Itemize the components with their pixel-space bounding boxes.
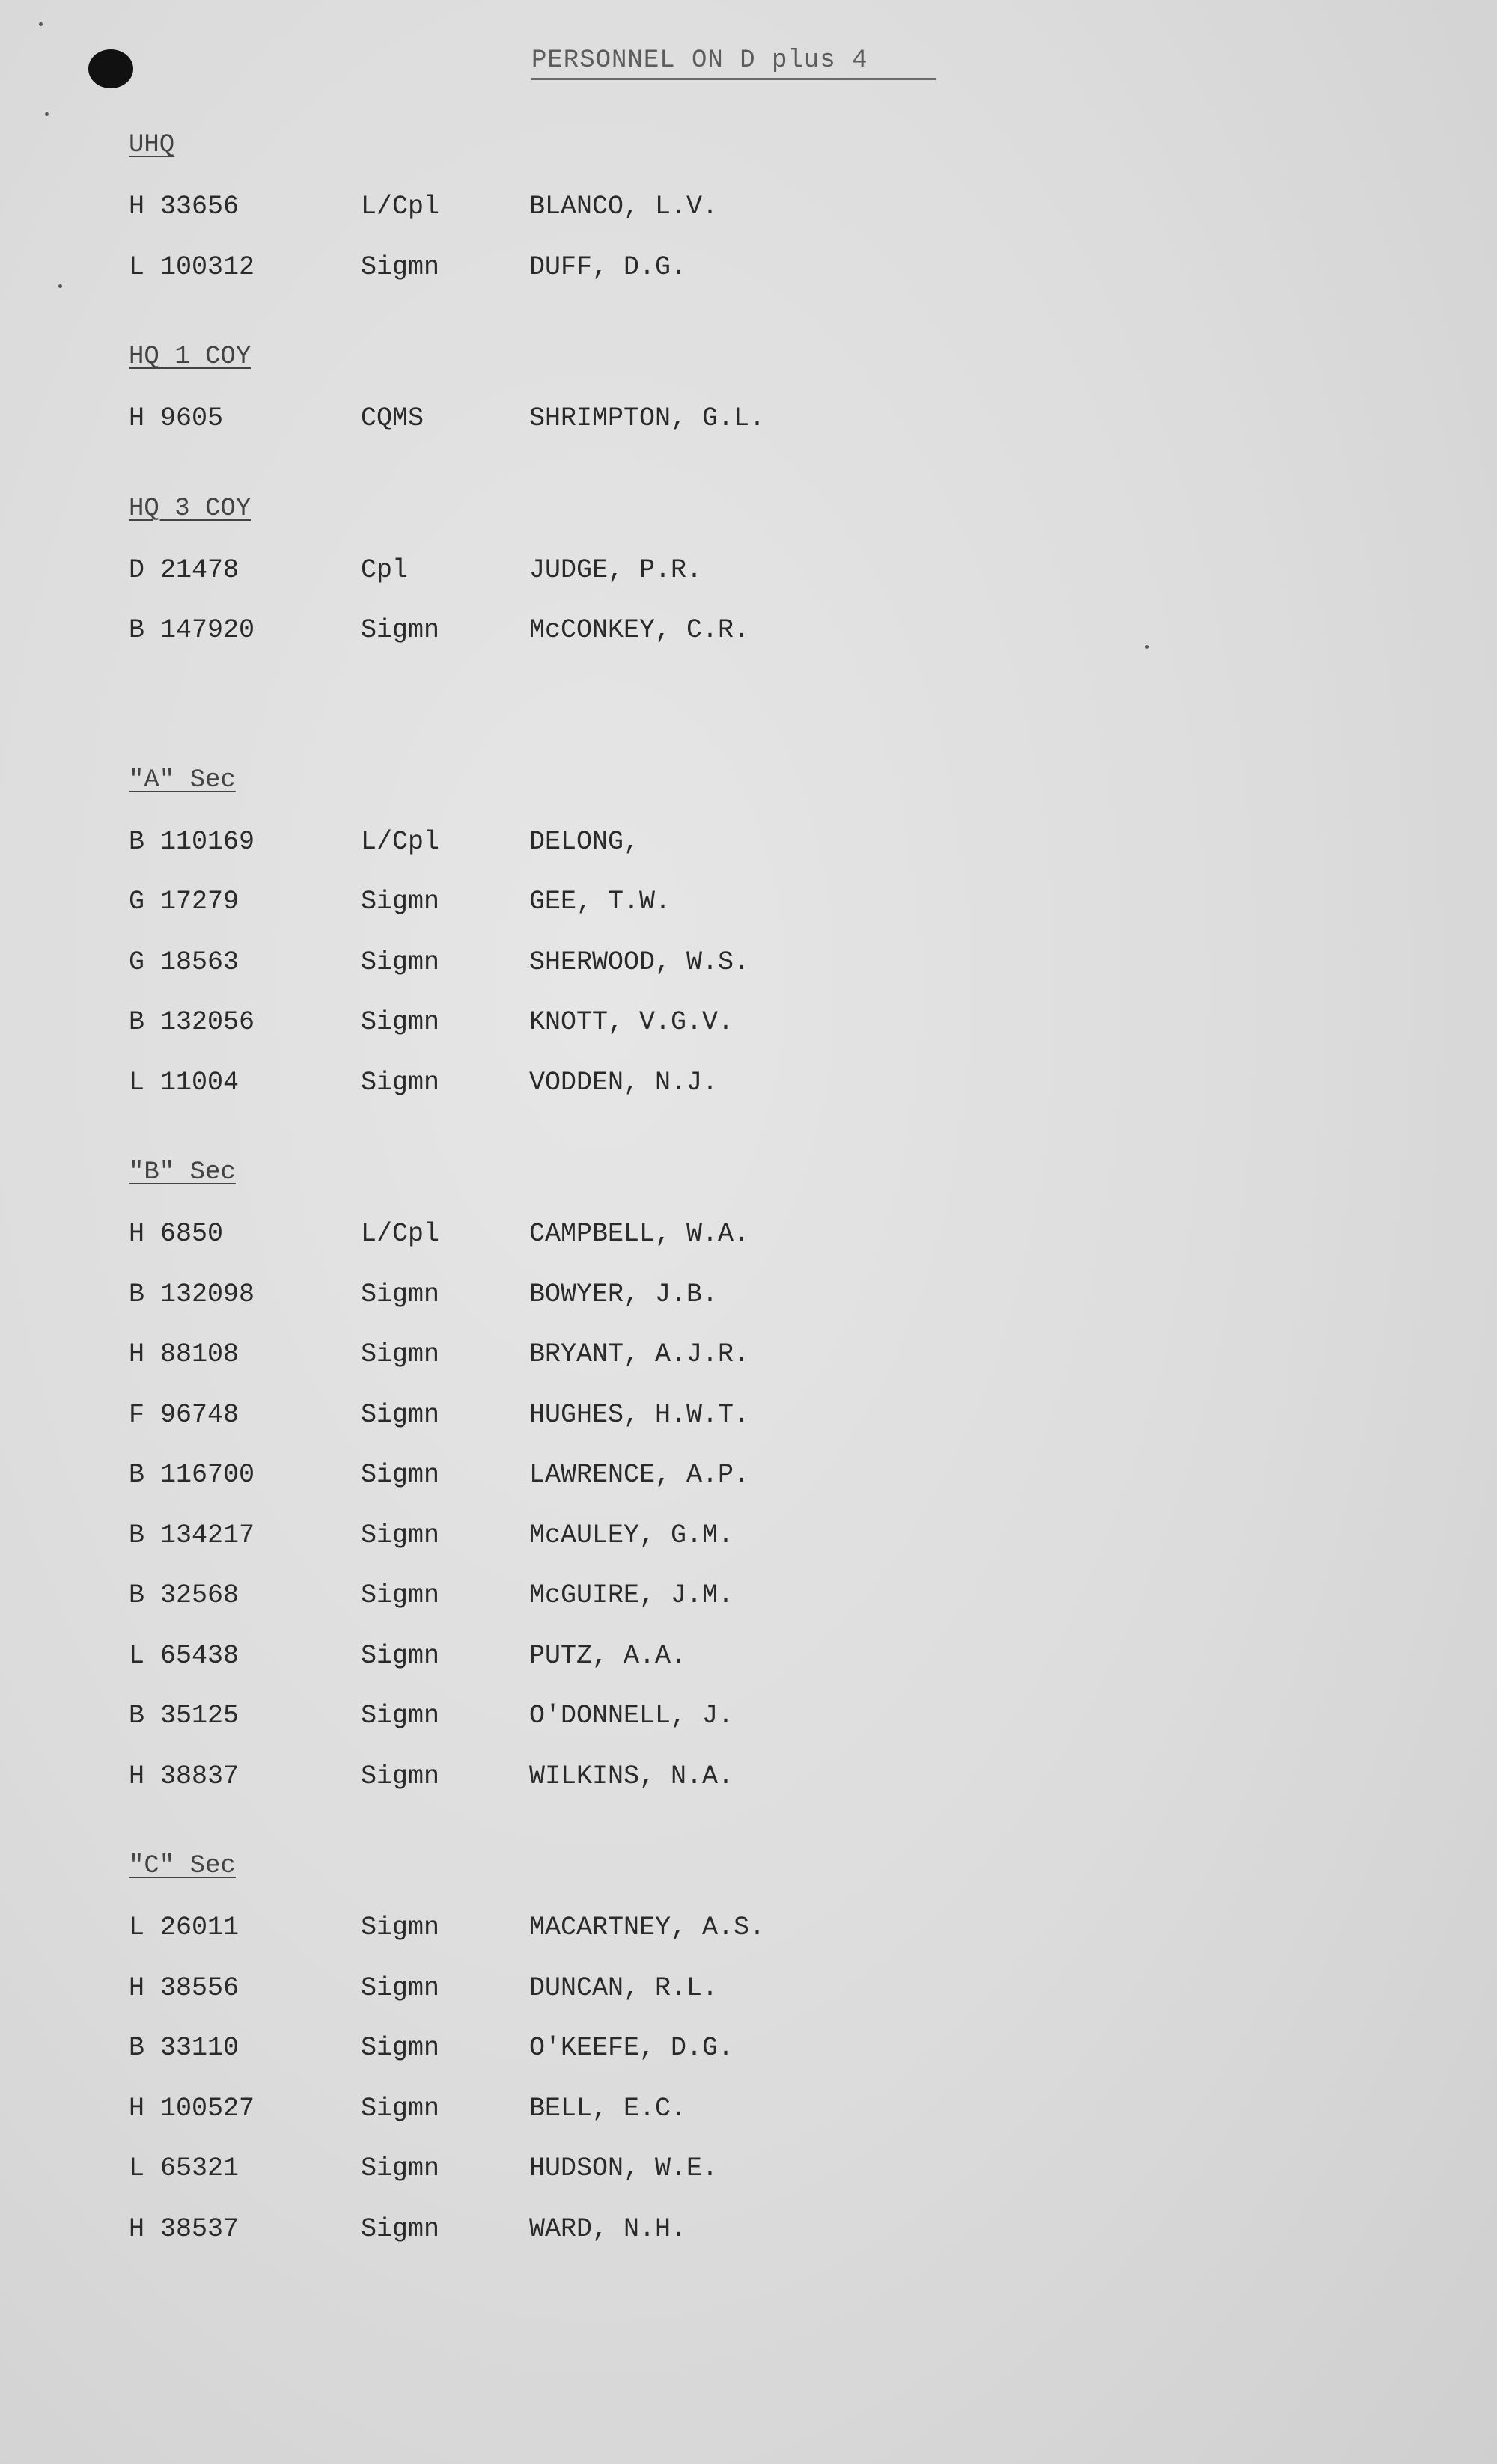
personnel-row <box>129 1398 1401 1459</box>
punch-hole <box>88 49 133 88</box>
service-number: G 17279 <box>129 887 240 917</box>
service-number: D 21478 <box>129 554 240 585</box>
section-uhq <box>129 129 1401 311</box>
service-number: H 9605 <box>129 403 224 433</box>
service-number: F 96748 <box>129 1399 240 1430</box>
personnel-row <box>129 1972 1401 2032</box>
personnel-row <box>129 614 1401 674</box>
service-number: G 18563 <box>129 947 240 977</box>
name: DELONG, <box>529 826 640 857</box>
rank: Sigmn <box>361 2213 440 2244</box>
rank: Sigmn <box>361 1520 440 1550</box>
personnel-row <box>129 2213 1401 2273</box>
section-heading: UHQ <box>129 131 175 159</box>
name: LAWRENCE, A.P. <box>529 1460 750 1490</box>
service-number: B 147920 <box>129 615 255 645</box>
personnel-row <box>129 1458 1401 1519</box>
name: MACARTNEY, A.S. <box>529 1913 766 1942</box>
section-hq-3-coy <box>129 492 1401 674</box>
personnel-row <box>129 1579 1401 1639</box>
section-heading: "C" Sec <box>129 1852 236 1880</box>
personnel-row <box>129 1338 1401 1398</box>
name: BRYANT, A.J.R. <box>529 1339 750 1369</box>
rank: Sigmn <box>361 1580 440 1610</box>
personnel-list <box>129 129 1401 2272</box>
name: WILKINS, N.A. <box>529 1761 734 1791</box>
personnel-row <box>129 1278 1401 1339</box>
personnel-row <box>129 1699 1401 1760</box>
rank: Sigmn <box>361 1913 440 1942</box>
service-number: H 38537 <box>129 2213 240 2244</box>
service-number: B 132056 <box>129 1007 255 1037</box>
section-c-sec <box>129 1850 1401 2272</box>
rank: Sigmn <box>361 251 440 282</box>
service-number: H 100527 <box>129 2093 255 2124</box>
rank: CQMS <box>361 403 424 433</box>
name: O'KEEFE, D.G. <box>529 2033 734 2063</box>
section-hq-1-coy <box>129 340 1401 462</box>
rank: Sigmn <box>361 1279 440 1309</box>
service-number: L 11004 <box>129 1067 240 1098</box>
name: DUNCAN, R.L. <box>529 1972 719 2003</box>
personnel-row <box>129 190 1401 251</box>
service-number: B 110169 <box>129 826 255 857</box>
personnel-row <box>129 1911 1401 1972</box>
name: BOWYER, J.B. <box>529 1279 719 1309</box>
rank: Sigmn <box>361 1460 440 1490</box>
paper-speck <box>58 284 62 288</box>
service-number: B 132098 <box>129 1279 255 1309</box>
rank: Sigmn <box>361 2093 440 2124</box>
name: McGUIRE, J.M. <box>529 1580 734 1610</box>
personnel-row <box>129 554 1401 614</box>
service-number: H 6850 <box>129 1219 224 1249</box>
name: WARD, N.H. <box>529 2213 687 2244</box>
rank: Sigmn <box>361 887 440 917</box>
personnel-row <box>129 1066 1401 1127</box>
service-number: L 26011 <box>129 1913 240 1942</box>
rank: Sigmn <box>361 1399 440 1430</box>
name: BLANCO, L.V. <box>529 192 719 221</box>
personnel-row <box>129 1006 1401 1066</box>
rank: Sigmn <box>361 615 440 645</box>
service-number: B 116700 <box>129 1460 255 1490</box>
section-a-sec <box>129 764 1401 1127</box>
name: McCONKEY, C.R. <box>529 615 750 645</box>
name: JUDGE, P.R. <box>529 554 703 585</box>
service-number: L 65321 <box>129 2153 240 2183</box>
personnel-row <box>129 946 1401 1006</box>
service-number: H 38556 <box>129 1972 240 2003</box>
name: McAULEY, G.M. <box>529 1520 734 1550</box>
personnel-row <box>129 1639 1401 1700</box>
rank: Sigmn <box>361 2153 440 2183</box>
rank: L/Cpl <box>361 826 440 857</box>
rank: L/Cpl <box>361 1219 440 1249</box>
service-number: B 32568 <box>129 1580 240 1610</box>
name: O'DONNELL, J. <box>529 1701 734 1731</box>
personnel-row <box>129 825 1401 886</box>
name: VODDEN, N.J. <box>529 1067 719 1098</box>
personnel-row <box>129 402 1401 462</box>
name: BELL, E.C. <box>529 2093 687 2124</box>
personnel-row <box>129 1519 1401 1580</box>
section-heading: "B" Sec <box>129 1158 236 1187</box>
section-b-sec <box>129 1156 1401 1820</box>
paper-speck <box>45 112 49 116</box>
page-title: PERSONNEL ON D plus 4 <box>531 46 936 80</box>
service-number: B 33110 <box>129 2033 240 2063</box>
name: SHERWOOD, W.S. <box>529 947 750 977</box>
paper-speck <box>39 22 43 26</box>
section-heading: "A" Sec <box>129 765 236 795</box>
personnel-row <box>129 1217 1401 1278</box>
rank: Sigmn <box>361 1339 440 1369</box>
rank: Sigmn <box>361 1007 440 1037</box>
rank: Cpl <box>361 554 409 585</box>
service-number: L 65438 <box>129 1640 240 1671</box>
name: HUGHES, H.W.T. <box>529 1399 750 1430</box>
name: KNOTT, V.G.V. <box>529 1007 734 1037</box>
service-number: H 38837 <box>129 1761 240 1791</box>
rank: Sigmn <box>361 1761 440 1791</box>
service-number: H 33656 <box>129 192 240 221</box>
name: CAMPBELL, W.A. <box>529 1219 750 1249</box>
personnel-row <box>129 2092 1401 2153</box>
rank: Sigmn <box>361 1972 440 2003</box>
rank: Sigmn <box>361 1701 440 1731</box>
personnel-row <box>129 1760 1401 1821</box>
personnel-row <box>129 251 1401 311</box>
service-number: B 35125 <box>129 1701 240 1731</box>
rank: Sigmn <box>361 1640 440 1671</box>
service-number: H 88108 <box>129 1339 240 1369</box>
name: PUTZ, A.A. <box>529 1640 687 1671</box>
rank: Sigmn <box>361 2033 440 2063</box>
personnel-row <box>129 2152 1401 2213</box>
name: HUDSON, W.E. <box>529 2153 719 2183</box>
rank: Sigmn <box>361 1067 440 1098</box>
personnel-row <box>129 2032 1401 2092</box>
name: DUFF, D.G. <box>529 251 687 282</box>
service-number: B 134217 <box>129 1520 255 1550</box>
section-heading: HQ 1 COY <box>129 343 251 371</box>
section-heading: HQ 3 COY <box>129 494 251 523</box>
personnel-row <box>129 885 1401 946</box>
rank: L/Cpl <box>361 192 440 221</box>
name: GEE, T.W. <box>529 887 671 917</box>
name: SHRIMPTON, G.L. <box>529 403 766 433</box>
rank: Sigmn <box>361 947 440 977</box>
service-number: L 100312 <box>129 251 255 282</box>
